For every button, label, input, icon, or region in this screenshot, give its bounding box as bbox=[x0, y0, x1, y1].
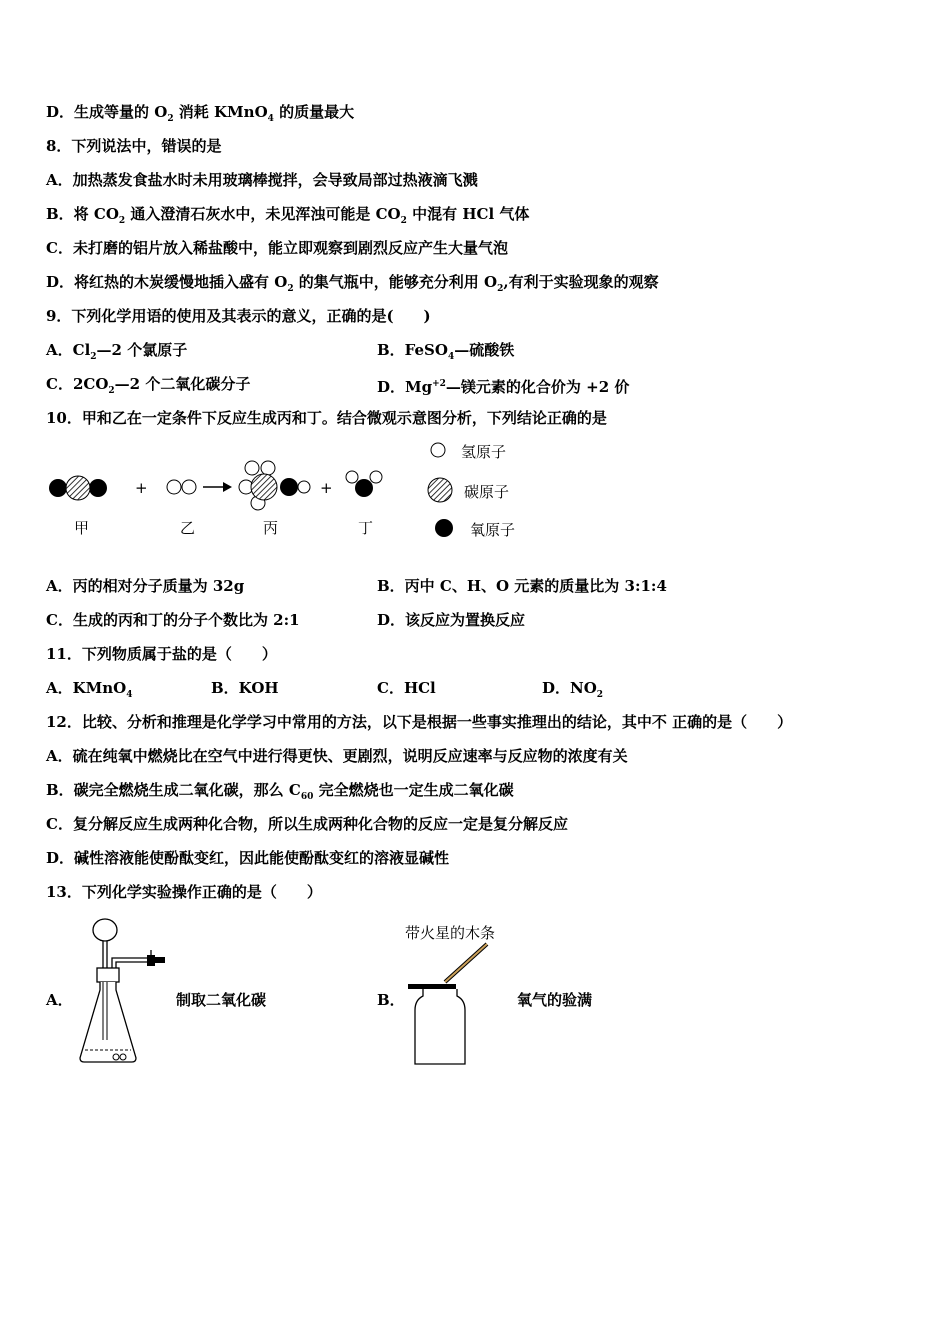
q12-option-b: B．碳完全燃烧生成二氧化碳，那么 $C_{60}$ 完全燃烧也一定生成二氧化碳 bbox=[46, 781, 514, 802]
q10-option-b: B．丙中 C、H、O 元素的质量比为 3:1:4 bbox=[377, 577, 667, 595]
plus-sign-1: + bbox=[135, 479, 148, 497]
q12-option-a: A．硫在纯氧中燃烧比在空气中进行得更快、更剧烈，说明反应速率与反应物的浓度有关 bbox=[46, 747, 628, 765]
q13-option-b-caption: 氧气的验满 bbox=[517, 991, 593, 1009]
legend-carbon-symbol bbox=[428, 478, 452, 502]
q9-option-b: B．FeSO$_4$—硫酸铁 bbox=[377, 341, 515, 362]
q10-option-c: C．生成的丙和丁的分子个数比为 2:1 bbox=[46, 611, 300, 629]
oxygen-full-test-apparatus bbox=[405, 940, 505, 1070]
q11-option-d: D．$NO_2$ bbox=[542, 679, 604, 700]
q8-stem: 8．下列说法中，错误的是 bbox=[46, 137, 222, 155]
molecule-yi bbox=[167, 480, 196, 494]
q12-option-c: C．复分解反应生成两种化合物，所以生成两种化合物的反应一定是复分解反应 bbox=[46, 815, 568, 833]
q11-option-c: C．HCl bbox=[377, 679, 436, 697]
q9-option-c: C．$2CO_2—2$ 个二氧化碳分子 bbox=[46, 375, 251, 396]
molecule-ding bbox=[346, 471, 382, 497]
q9-option-d: D．$Mg^{+2}—$镁元素的化合价为 +2 价 bbox=[377, 378, 630, 396]
q9-stem: 9．下列化学用语的使用及其表示的意义，正确的是( ) bbox=[46, 307, 431, 325]
legend-carbon-label: 碳原子 bbox=[464, 483, 510, 501]
reaction-arrow bbox=[203, 482, 232, 492]
q12-stem: 12．比较、分析和推理是化学学习中常用的方法，以下是根据一些事实推理出的结论，其中不 正确的是（ ） bbox=[46, 713, 793, 731]
q13-stem: 13．下列化学实验操作正确的是（ ） bbox=[46, 883, 322, 901]
label-jia: 甲 bbox=[74, 519, 90, 537]
label-ding: 丁 bbox=[358, 519, 374, 537]
q10-option-d: D．该反应为置换反应 bbox=[377, 611, 526, 629]
q10-option-a: A．丙的相对分子质量为 32g bbox=[46, 577, 245, 595]
q8-option-b: B．将 $CO_2$ 通入澄清石灰水中，未见浑浊可能是 $CO_2$ 中混有 HCl 气体 bbox=[46, 205, 530, 226]
label-yi: 乙 bbox=[180, 519, 196, 537]
molecule-jia bbox=[49, 476, 107, 500]
q9-option-a: A．$Cl_2—2$ 个氯原子 bbox=[46, 341, 188, 362]
q11-option-a: A．KMnO$_4$ bbox=[46, 679, 133, 700]
legend-hydrogen-symbol bbox=[431, 443, 445, 457]
legend-oxygen-symbol bbox=[435, 519, 453, 537]
q11-option-b: B．KOH bbox=[211, 679, 279, 697]
label-bing: 丙 bbox=[263, 519, 279, 537]
q8-option-c: C．未打磨的铝片放入稀盐酸中，能立即观察到剧烈反应产生大量气泡 bbox=[46, 239, 508, 257]
q8-option-a: A．加热蒸发食盐水时未用玻璃棒搅拌，会导致局部过热液滴飞溅 bbox=[46, 171, 478, 189]
plus-sign-2: + bbox=[320, 479, 333, 497]
q13-option-b-tag: 带火星的木条 bbox=[405, 924, 496, 942]
q13-option-a-caption: 制取二氧化碳 bbox=[176, 991, 267, 1009]
q12-option-d: D．碱性溶液能使酚酞变红，因此能使酚酞变红的溶液显碱性 bbox=[46, 849, 450, 867]
q8-option-d: D．将红热的木炭缓慢地插入盛有 $O_2$ 的集气瓶中，能够充分利用 $O_2$,有利于实验现象的观察 bbox=[46, 273, 659, 294]
legend-oxygen-label: 氧原子 bbox=[470, 521, 516, 539]
q13-option-b-letter: B． bbox=[377, 991, 405, 1009]
q10-stem: 10．甲和乙在一定条件下反应生成丙和丁。结合微观示意图分析，下列结论正确的是 bbox=[46, 409, 607, 427]
legend-hydrogen-label: 氢原子 bbox=[461, 443, 507, 461]
q13-option-a-letter: A． bbox=[46, 991, 73, 1009]
molecule-bing bbox=[239, 461, 310, 510]
q7-option-d: D．生成等量的 $O_2$ 消耗 KMnO$_4$ 的质量最大 bbox=[46, 103, 355, 124]
co2-generation-apparatus bbox=[72, 912, 172, 1070]
q11-stem: 11．下列物质属于盐的是（ ） bbox=[46, 645, 277, 663]
